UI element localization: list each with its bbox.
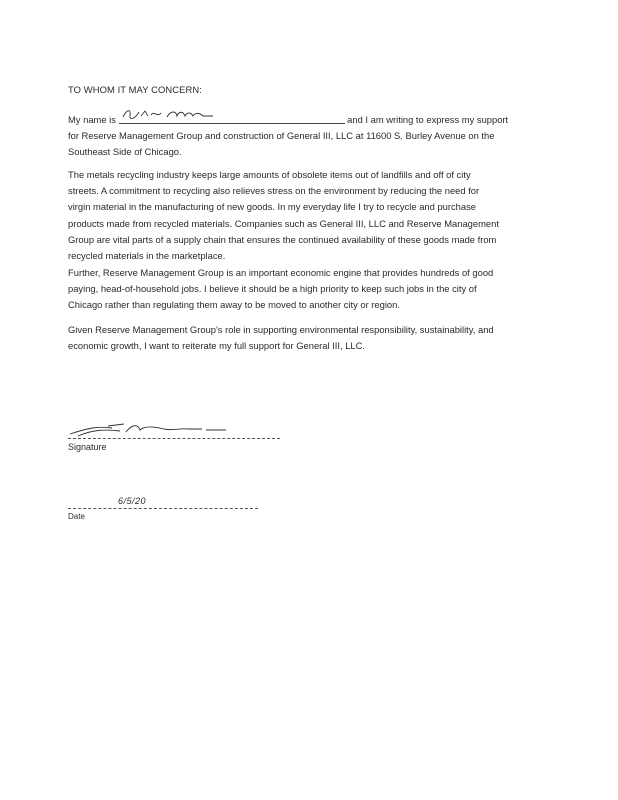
intro-line-3: Southeast Side of Chicago.	[68, 146, 182, 158]
date-rule	[68, 508, 258, 509]
signature-label: Signature	[68, 442, 107, 452]
date-value: 6/5/20	[118, 496, 147, 506]
body-line: Group are vital parts of a supply chain that ensures the continued availability of these goods made from	[68, 233, 497, 245]
handwritten-signature	[68, 420, 238, 440]
body-line: products made from recycled materials. Companies such as General III, LLC and Reserve Management	[68, 217, 499, 229]
salutation: TO WHOM IT MAY CONCERN:	[68, 84, 202, 95]
intro-lead: My name is	[68, 114, 116, 125]
body-line: streets. A commitment to recycling also relieves stress on the environment by reducing the need for	[68, 185, 480, 197]
date-block	[68, 490, 268, 530]
body-line: Given Reserve Management Group's role in supporting environmental responsibility, sustainability, and	[68, 324, 494, 335]
signature-block	[68, 420, 288, 460]
body-line: economic growth, I want to reiterate my full support for General III, LLC.	[68, 340, 366, 352]
intro-line-1	[68, 112, 524, 128]
name-rule	[119, 123, 345, 124]
body-line: recycled materials in the marketplace.	[68, 250, 226, 262]
body-line: paying, head-of-household jobs. I believe it should be a high priority to keep such jobs in the city of	[68, 283, 477, 295]
paragraph-recycling	[68, 167, 524, 264]
intro-line-2: for Reserve Management Group and construction of General III, LLC at 11600 S. Burley Avenue on the	[68, 130, 495, 142]
body-line: The metals recycling industry keeps large amounts of obsolete items out of landfills and off of city	[68, 169, 471, 180]
body-line: virgin material in the manufacturing of new goods. In my everyday life I try to recycle and purchase	[68, 201, 477, 213]
signature-rule	[68, 438, 280, 439]
body-line: Further, Reserve Management Group is an important economic engine that provides hundreds of good	[68, 267, 494, 278]
name-fill-line	[119, 113, 345, 123]
body-line: Chicago rather than regulating them away to be moved to another city or region.	[68, 299, 400, 311]
paragraph-conclusion	[68, 322, 524, 354]
date-label: Date	[68, 512, 85, 521]
paragraph-intro	[68, 112, 524, 161]
paragraph-economic	[68, 265, 524, 314]
handwritten-name-scribble	[121, 107, 241, 121]
intro-line-1-rest: and I am writing to express my support	[347, 114, 509, 125]
